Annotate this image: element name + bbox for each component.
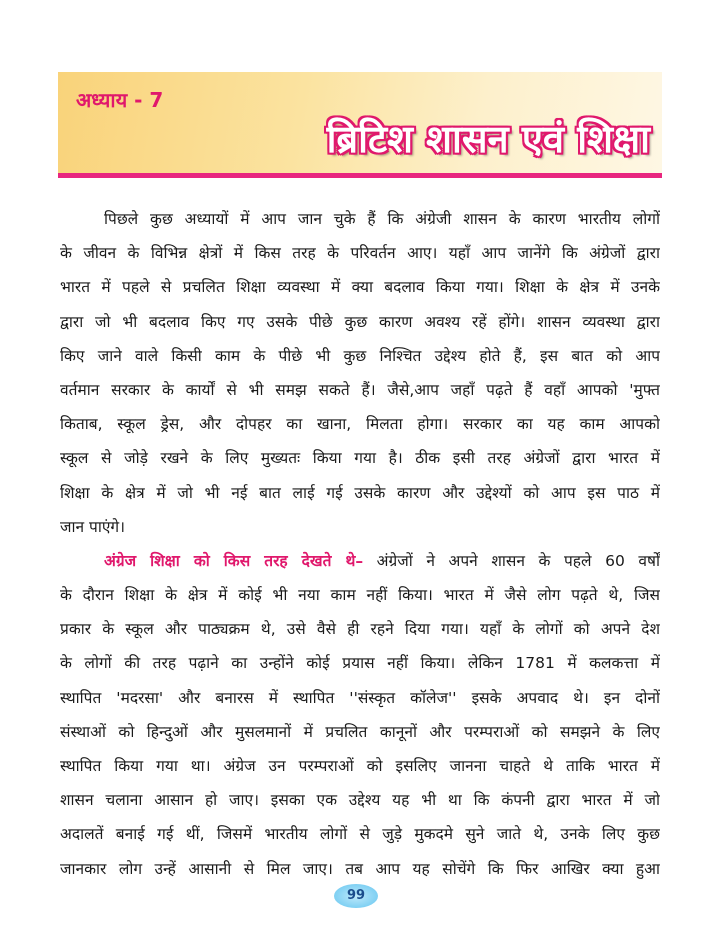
chapter-title: ब्रिटिश शासन एवं शिक्षा	[326, 117, 650, 161]
page-number: 99	[334, 884, 378, 908]
paragraph-1-line: किए जाने वाले किसी काम के पीछे भी कुछ निश्चित उद्देश्य होते हैं, इस बात को आप	[60, 346, 660, 365]
paragraph-1-line: भारत में पहले से प्रचलित शिक्षा व्यवस्था में क्या बदलाव किया गया। शिक्षा के क्षेत्र में उनके	[60, 278, 660, 297]
paragraph-2-line: के दौरान शिक्षा के क्षेत्र में कोई भी नया काम नहीं किया। भारत में जैसे लोग पढ़ते थे, जिस	[60, 586, 660, 605]
paragraph-1-line: पिछले कुछ अध्यायों में आप जान चुके हैं कि अंग्रेजी शासन के कारण भारतीय लोगों	[104, 210, 660, 228]
body-text	[60, 202, 660, 886]
paragraph-1-line: द्वारा जो भी बदलाव किए गए उसके पीछे कुछ कारण अवश्य रहें होंगे। शासन व्यवस्था द्वारा	[60, 312, 660, 331]
paragraph-1-line: स्कूल से जोड़े रखने के लिए मुख्यतः किया गया है। ठीक इसी तरह अंग्रेजों द्वारा भारत में	[60, 449, 660, 468]
paragraph-1-line: के जीवन के विभिन्न क्षेत्रों में किस तरह के परिवर्तन आए। यहाँ आप जानेंगे कि अंग्रेजों द्वारा	[60, 244, 660, 263]
paragraph-1-line: जान पाएंगे।	[60, 517, 126, 536]
section-heading: अंग्रेज शिक्षा को किस तरह देखते थे–	[104, 551, 364, 570]
paragraph-2-line: जानकार लोग उन्हें आसानी से मिल जाए। तब आप यह सोचेंगे कि फिर आखिर क्या हुआ	[60, 859, 660, 878]
paragraph-2-first-line	[60, 544, 660, 578]
chapter-label: अध्याय - 7	[76, 88, 164, 112]
paragraph-2-line: के लोगों की तरह पढ़ाने का उन्होंने कोई प्रयास नहीं किया। लेकिन 1781 में कलकत्ता में	[60, 654, 660, 673]
paragraph-2-line: स्थापित किया गया था। अंग्रेज उन परम्पराओं को इसलिए जानना चाहते थे ताकि भारत में	[60, 757, 660, 775]
paragraph-1-line: वर्तमान सरकार के कार्यों से भी समझ सकते हैं। जैसे,आप जहाँ पढ़ते हैं वहाँ आपको 'मुफ्त	[60, 380, 660, 399]
paragraph-2-line: अदालतें बनाई गई थीं, जिसमें भारतीय लोगों से जुड़े मुकदमे सुने जाते थे, उनके लिए कुछ	[60, 825, 660, 844]
paragraph-2-line: शासन चलाना आसान हो जाए। इसका एक उद्देश्य यह भी था कि कंपनी द्वारा भारत में जो	[60, 791, 660, 810]
paragraph-2-first-line-text: अंग्रेजों ने अपने शासन के पहले 60 वर्षों	[363, 551, 660, 570]
paragraph-2-line: स्थापित 'मदरसा' और बनारस में स्थापित ''संस्कृत कॉलेज'' इसके अपवाद थे। इन दोनों	[60, 688, 660, 707]
paragraph-1-line: किताब, स्कूल ड्रेस, और दोपहर का खाना, मिलता होगा। सरकार का यह काम आपको	[60, 415, 660, 434]
paragraph-2-line: प्रकार के स्कूल और पाठ्यक्रम थे, उसे वैसे ही रहने दिया गया। यहाँ के लोगों को अपने देश	[60, 620, 660, 639]
paragraph-2-line: संस्थाओं को हिन्दुओं और मुसलमानों में प्रचलित कानूनों और परम्पराओं को समझने के लिए	[60, 722, 660, 741]
paragraph-1-line: शिक्षा के क्षेत्र में जो भी नई बात लाई गई उसके कारण और उद्देश्यों को आप इस पाठ में	[60, 483, 660, 502]
banner-underline	[58, 173, 662, 178]
